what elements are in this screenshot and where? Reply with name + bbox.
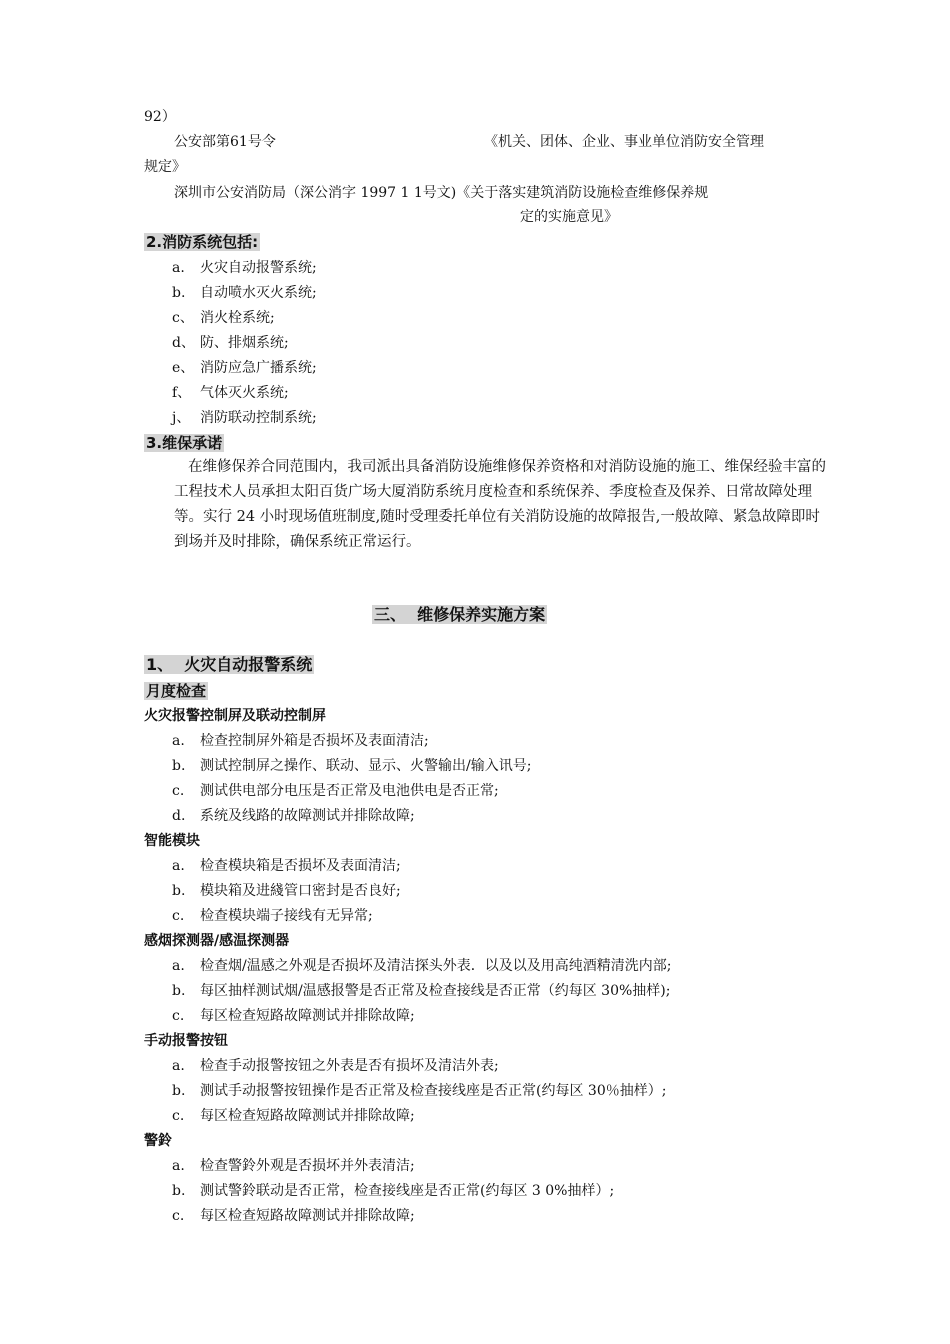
list-item xyxy=(172,1182,614,1200)
list-marker: b. xyxy=(172,758,186,774)
list-item xyxy=(172,1107,415,1125)
list-text: 测试手动报警按钮操作是否正常及检查接线座是否正常(约每区 30％抽样）; xyxy=(200,1083,667,1099)
regulation-line: 深圳市公安消防局（深公消字 1997 1 1号文)《关于落实建筑消防设施检查维修保养规 xyxy=(174,185,709,201)
list-text: 自动喷水灭火系统; xyxy=(200,285,317,301)
chapter-title-text: 三、 维修保养实施方案 xyxy=(374,605,546,624)
list-text: 测试供电部分电压是否正常及电池供电是否正常; xyxy=(200,783,499,799)
regulation-line: 定的实施意见》 xyxy=(520,209,618,225)
list-item xyxy=(172,907,373,925)
list-marker: c. xyxy=(172,783,185,799)
list-marker: c、 xyxy=(172,310,194,326)
group-title: 感烟探测器/感温探测器 xyxy=(144,933,290,949)
list-text: 每区检查短路故障测试并排除故障; xyxy=(200,1108,415,1124)
list-text: 检查烟/温感之外观是否损坏及清洁探头外表．以及以及用高纯酒精清洗内部; xyxy=(200,958,672,974)
list-item xyxy=(172,384,289,402)
list-marker: b. xyxy=(172,883,186,899)
list-item xyxy=(172,1082,666,1100)
list-item xyxy=(172,334,289,352)
list-text: 每区抽样测试烟/温感报警是否正常及检查接线是否正常（约每区 30%抽样); xyxy=(200,983,671,999)
list-item xyxy=(172,782,499,800)
list-marker: d、 xyxy=(172,335,195,351)
list-item xyxy=(172,732,429,750)
list-text: 消防应急广播系统; xyxy=(200,360,317,376)
list-item xyxy=(172,957,671,975)
section-heading xyxy=(144,233,260,252)
list-item xyxy=(172,857,401,875)
list-marker: a. xyxy=(172,858,185,874)
list-marker: f、 xyxy=(172,385,192,401)
list-text: 每区检查短路故障测试并排除故障; xyxy=(200,1208,415,1224)
list-item xyxy=(172,409,317,427)
list-item xyxy=(172,1057,499,1075)
list-text: 检查模块箱是否损坏及表面清洁; xyxy=(200,858,401,874)
monthly-check-text: 月度检查 xyxy=(146,682,207,700)
list-text: 防、排烟系统; xyxy=(200,335,289,351)
list-marker: b. xyxy=(172,285,186,301)
list-text: 测试控制屏之操作、联动、显示、火警输出/输入讯号; xyxy=(200,758,532,774)
list-item xyxy=(172,882,401,900)
list-text: 消防联动控制系统; xyxy=(200,410,317,426)
list-text: 每区检查短路故障测试并排除故障; xyxy=(200,1008,415,1024)
list-item xyxy=(172,757,531,775)
list-marker: b. xyxy=(172,1183,186,1199)
list-item xyxy=(172,259,317,277)
group-title: 智能模块 xyxy=(144,833,200,849)
list-marker: c. xyxy=(172,1108,185,1124)
list-item xyxy=(172,309,275,327)
list-text: 检查控制屏外箱是否损坏及表面清洁; xyxy=(200,733,429,749)
list-text: 模块箱及进綫管口密封是否良好; xyxy=(200,883,401,899)
list-marker: a. xyxy=(172,1158,185,1174)
list-item xyxy=(172,807,415,825)
list-marker: a. xyxy=(172,260,185,276)
section-heading xyxy=(144,434,224,453)
commitment-paragraph: 在维修保养合同范围内，我司派出具备消防设施维修保养资格和对消防设施的施工、维保经验丰富的工程技术人员承担太阳百货广场大厦消防系统月度检查和系统保养、季度检查及保养、日常故障处理等。实行 24 小时现场值班制度,随时受理委托单位有关消防设施的故障报告,一般故障、紧急故障即时到场并及时排除，确保系统正常运行。 xyxy=(174,459,826,550)
regulation-line: 规定》 xyxy=(144,159,186,175)
list-text: 检查警鈴外观是否损坏并外表清洁; xyxy=(200,1158,415,1174)
chapter-title xyxy=(372,606,547,625)
list-text: 系统及线路的故障测试并排除故障; xyxy=(200,808,415,824)
list-marker: c. xyxy=(172,1208,185,1224)
list-marker: j、 xyxy=(172,410,191,426)
system-title-text: 1、 火灾自动报警系统 xyxy=(146,655,313,674)
list-text: 测试警鈴联动是否正常，检查接线座是否正常(约每区 3 0%抽样）; xyxy=(200,1183,615,1199)
group-title: 火灾报警控制屏及联动控制屏 xyxy=(144,708,326,724)
group-title: 警鈴 xyxy=(144,1133,172,1149)
list-item xyxy=(172,1007,415,1025)
list-item xyxy=(172,359,317,377)
list-item xyxy=(172,982,670,1000)
list-marker: c. xyxy=(172,908,185,924)
regulation-line: 92） xyxy=(144,109,176,125)
list-text: 火灾自动报警系统; xyxy=(200,260,317,276)
list-item xyxy=(172,284,317,302)
list-text: 气体灭火系统; xyxy=(200,385,289,401)
list-marker: b. xyxy=(172,983,186,999)
regulation-line: 公安部第61号令 xyxy=(174,134,276,150)
section-heading-text: 3.维保承诺 xyxy=(146,434,223,452)
list-marker: a. xyxy=(172,958,185,974)
list-item xyxy=(172,1207,415,1225)
list-text: 检查手动报警按钮之外表是否有损坏及清洁外表; xyxy=(200,1058,499,1074)
list-text: 检查模块端子接线有无异常; xyxy=(200,908,373,924)
list-marker: d. xyxy=(172,808,186,824)
list-marker: a. xyxy=(172,733,185,749)
section-heading-text: 2.消防系统包括: xyxy=(146,233,259,251)
list-marker: e、 xyxy=(172,360,195,376)
group-title: 手动报警按钮 xyxy=(144,1033,228,1049)
regulation-line: 《机关、团体、企业、事业单位消防安全管理 xyxy=(484,134,764,150)
list-text: 消火栓系统; xyxy=(200,310,275,326)
list-marker: b. xyxy=(172,1083,186,1099)
list-marker: a. xyxy=(172,1058,185,1074)
list-item xyxy=(172,1157,415,1175)
system-title xyxy=(144,656,314,675)
list-marker: c. xyxy=(172,1008,185,1024)
monthly-check-heading xyxy=(144,682,208,701)
